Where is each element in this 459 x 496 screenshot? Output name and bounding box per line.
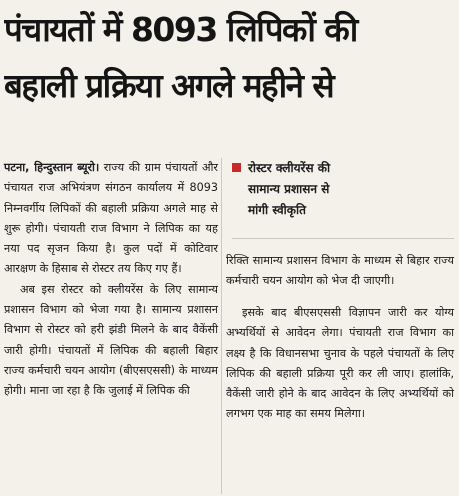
column-divider xyxy=(221,158,222,494)
sidebar-callout xyxy=(232,158,454,232)
headline-line-2: बहाली प्रक्रिया अगले महीने से xyxy=(4,66,334,105)
article-paragraph-2: अब इस रोस्टर को क्लीयरेंस के लिए सामान्य प्रशासन विभाग को भेजा गया है। सामान्य प्रशासन विभाग से रोस्टर को हरी झंडी मिलने के बाद वैकेंसी जारी होगी। पंचायतों में लिपिक की बहाली बिहार राज्य कर्मचारी चयन आयोग (बीएसएससी) के माध्यम होगी। माना जा रहा है कि जुलाई में लिपिक की xyxy=(4,282,218,398)
sidebar-line-2: सामान्य प्रशासन से xyxy=(248,182,330,196)
article-paragraph-4: इसके बाद बीएसएससी विज्ञापन जारी कर योग्य अभ्यर्थियों से आवेदन लेगा। पंचायती राज विभाग का लक्ष्य है कि विधानसभा चुनाव के पहले पंचायतों के लिए लिपिक की बहाली प्रक्रिया पूरी कर ली जाए। हालांकि, वैकेंसी जारी होने के बाद आवेदन के लिए अभ्यर्थियों को लगभग एक माह का समय मिलेगा। xyxy=(226,305,454,421)
sidebar-divider xyxy=(232,238,454,239)
article-right-column xyxy=(226,240,454,436)
article-paragraph-1-text: राज्य की ग्राम पंचायतों और पंचायत राज अभियंत्रण संगठन कार्यालय में 8093 निम्नवर्गीय लिपिकों की बहाली प्रक्रिया अगले माह से शुरू होगी। पंचायती राज विभाग ने लिपिक का यह नया पद सृजन किया है। कुल पदों में कोटिवार आरक्षण के हिसाब से रोस्टर तय किए गए हैं। xyxy=(4,161,218,276)
sidebar-line-3: मांगी स्वीकृति xyxy=(248,203,306,217)
sidebar-text xyxy=(248,158,448,221)
sidebar-line-1: रोस्टर क्लीयरेंस की xyxy=(248,161,331,175)
article-paragraph-3: रिक्ति सामान्य प्रशासन विभाग के माध्यम से बिहार राज्य कर्मचारी चयन आयोग को भेज दी जाएगी। xyxy=(226,254,454,288)
red-square-marker-icon xyxy=(232,163,241,172)
article-paragraph-1 xyxy=(4,158,218,280)
headline xyxy=(4,2,456,114)
dateline: पटना, हिन्दुस्तान ब्यूरो। xyxy=(4,161,100,174)
headline-line-1: पंचायतों में 8093 लिपिकों की xyxy=(4,10,357,49)
article-left-column xyxy=(4,158,218,402)
